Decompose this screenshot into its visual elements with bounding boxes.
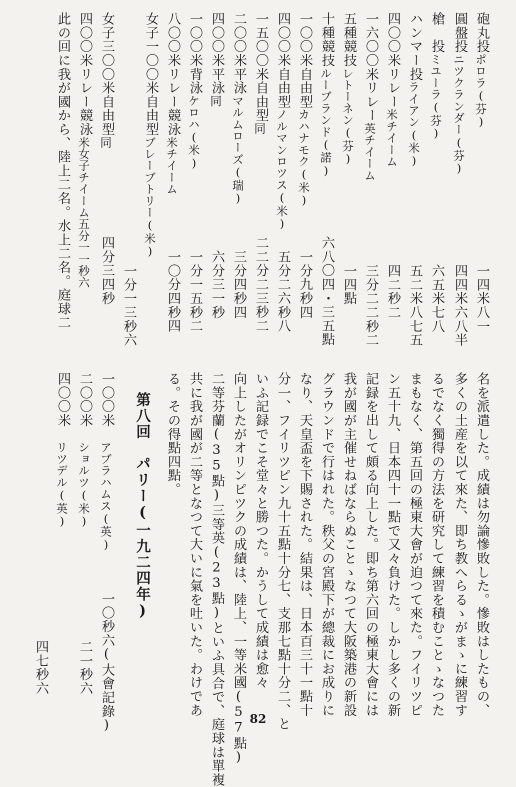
athlete-name: 同 — [99, 136, 113, 148]
paragraph-line: 二等芬蘭(35點)三等英(23點)といふ具合で、庭球は單複 — [209, 372, 224, 787]
athlete-name: 米チイーム — [165, 136, 179, 195]
record-value: 一四點 — [341, 264, 356, 306]
record-value: 五分一一秒六 — [77, 218, 91, 289]
paragraph-line: 分一、フイリツピン九十五點十分七、支那七點十分二、と — [275, 372, 290, 731]
athlete-name: ミユーラ(芬) — [429, 53, 443, 141]
athlete-name: ショルツ(米) — [77, 441, 91, 529]
athlete-name: アブラハムス(英) — [99, 441, 113, 552]
event-name: 四〇〇米平泳 — [209, 12, 224, 95]
record-value: 五二米八七五 — [407, 264, 422, 347]
page-number: 82 — [249, 712, 267, 726]
record-column — [408, 12, 422, 168]
paragraph-line: グラウンドで行はれた。秩父の宮殿下が總裁にお成りに — [319, 372, 334, 717]
event-name: 圓盤投 — [452, 12, 467, 54]
record-value: 四二秒二 — [385, 264, 400, 320]
athlete-name: ニツクランダー(芬) — [452, 53, 466, 176]
event-name: 槍 投 — [429, 12, 444, 54]
paragraph-line: 名を派遣した。成績は勿論慘敗した。慘敗はしたもの、 — [474, 372, 489, 717]
athlete-name: マルムローズ(瑞) — [231, 94, 245, 206]
event-name: 一五〇〇米自由型 — [253, 12, 268, 123]
record-column — [276, 12, 290, 231]
section-heading: 第八回 パリー(一九二四年) — [134, 392, 151, 621]
athlete-name: 米チイーム — [385, 108, 399, 168]
record-column — [210, 12, 224, 107]
record-column — [453, 12, 467, 175]
paragraph-line: 我が國が主催せねばならぬことゝなつて大阪築港の新設 — [341, 372, 356, 717]
record-value: 一分一三秒六 — [121, 264, 136, 347]
record-value: 六分三一秒 — [209, 250, 224, 319]
athlete-name: ポロラ(芬) — [474, 53, 488, 129]
record-column — [144, 12, 158, 258]
paragraph-line: 向上したがオリンピツクの成績は、陸上、一等米國(57點) — [231, 372, 246, 766]
record-column — [166, 12, 180, 195]
athlete-name: ケロハ(米) — [187, 94, 201, 171]
paragraph-line: 記録を出して頗る向上した。即ち第六回の極東大會には — [363, 372, 378, 717]
athlete-name: 同 — [209, 94, 223, 107]
athlete-name: カハナモク(米) — [297, 108, 311, 208]
paragraph-line: るでなく獨得の方法を研究して練習を積むことゝなつた — [429, 372, 444, 717]
record-value: 一〇分四秒四 — [165, 250, 180, 333]
event-name: 二〇〇米 — [77, 372, 92, 428]
paragraph-line: 多くの土産を以て來た、即ち教へらるゝがまゝに練習す — [452, 372, 467, 717]
record-column — [342, 12, 356, 166]
athlete-name: ルーブランド(諾) — [319, 67, 333, 178]
athlete-name: 米女子チイーム — [77, 136, 91, 219]
record-value: 三分二二秒二 — [363, 264, 378, 347]
paragraph-line: なり、天皇盃を下賜された。結果は、日本百三十一點十 — [297, 372, 312, 717]
record-column — [298, 12, 312, 207]
event-name: 四〇〇米自由型 — [275, 12, 290, 109]
event-name: 一〇〇米 — [99, 372, 114, 428]
record-value: 一分九秒四 — [297, 250, 312, 319]
event-name: 一〇〇米自由型 — [297, 12, 312, 109]
record-value: 一四米八一 — [474, 264, 489, 333]
record-column — [100, 12, 114, 148]
record-value: 四七秒六 — [33, 640, 48, 696]
record-value: 一〇秒六(大會記錄) — [99, 592, 114, 734]
record-value: 六五米七八 — [429, 264, 444, 333]
event-name: 十種競技 — [319, 12, 334, 68]
event-name: 四〇〇米 — [55, 372, 70, 428]
record-column — [188, 12, 202, 170]
event-name: 一六〇〇米リレー — [363, 12, 378, 123]
record-column — [430, 12, 444, 140]
event-name: 四〇〇米リレー競泳 — [77, 12, 92, 137]
paragraph-line: 共に我が國が二等となつて大いに氣を吐いた。わけであ — [187, 372, 202, 717]
paragraph-line: る。その得點四點。 — [165, 372, 180, 497]
record-value: 六八〇四・三五點 — [319, 236, 334, 347]
record-value: 五分二六秒八 — [275, 250, 290, 333]
record-column — [56, 372, 70, 528]
record-value: 四四米六八半 — [452, 264, 467, 347]
record-column — [78, 12, 92, 288]
record-column — [320, 12, 334, 178]
record-value: 三分四秒四 — [231, 250, 246, 319]
record-column — [100, 372, 114, 552]
record-value: 二一秒六 — [77, 640, 92, 696]
athlete-name: 同 — [253, 122, 267, 135]
event-name: 四〇〇米リレー — [385, 12, 400, 109]
record-column — [232, 12, 246, 205]
athlete-name: レトーネン(芬) — [341, 67, 355, 166]
record-value: 二二分二三秒二 — [253, 236, 268, 333]
event-name: 五種競技 — [341, 12, 356, 68]
record-value: 一分一五秒二 — [187, 250, 202, 333]
paragraph-line: いふ記録でこそ堂々と勝つた。かうして成績は愈々 — [253, 372, 268, 690]
record-column — [364, 12, 378, 181]
event-name: 砲丸投 — [474, 12, 489, 54]
record-tail-line: 此の回に我が國から、陸上二名。水上二名。庭球二 — [55, 12, 70, 330]
event-name: ハンマー投 — [407, 12, 422, 81]
record-value: 四分三四秒 — [99, 236, 114, 305]
athlete-name: ライアン(米) — [407, 81, 421, 168]
athlete-name: リツデル(英) — [55, 441, 69, 529]
athlete-name: 英チイーム — [363, 122, 377, 181]
athlete-name: ブレーブトリー(米) — [143, 136, 157, 259]
event-name: 八〇〇米リレー競泳 — [165, 12, 180, 137]
paragraph-line: まもなく、第五回の極東大會が迫つて來た。フイリツピ — [407, 372, 422, 717]
record-column — [78, 372, 92, 528]
record-column — [386, 12, 400, 167]
event-name: 二〇〇米平泳 — [231, 12, 246, 95]
event-name: 女子三〇〇米自由型 — [99, 12, 114, 137]
event-name: 女子一〇〇米自由型 — [143, 12, 158, 137]
record-column — [254, 12, 268, 134]
paragraph-line: ン五十九、日本四十一點で又々負けた。しかし多くの新 — [385, 372, 400, 717]
event-name: 一〇〇米背泳 — [187, 12, 202, 95]
athlete-name: ノルマンロツス(米) — [275, 108, 289, 231]
